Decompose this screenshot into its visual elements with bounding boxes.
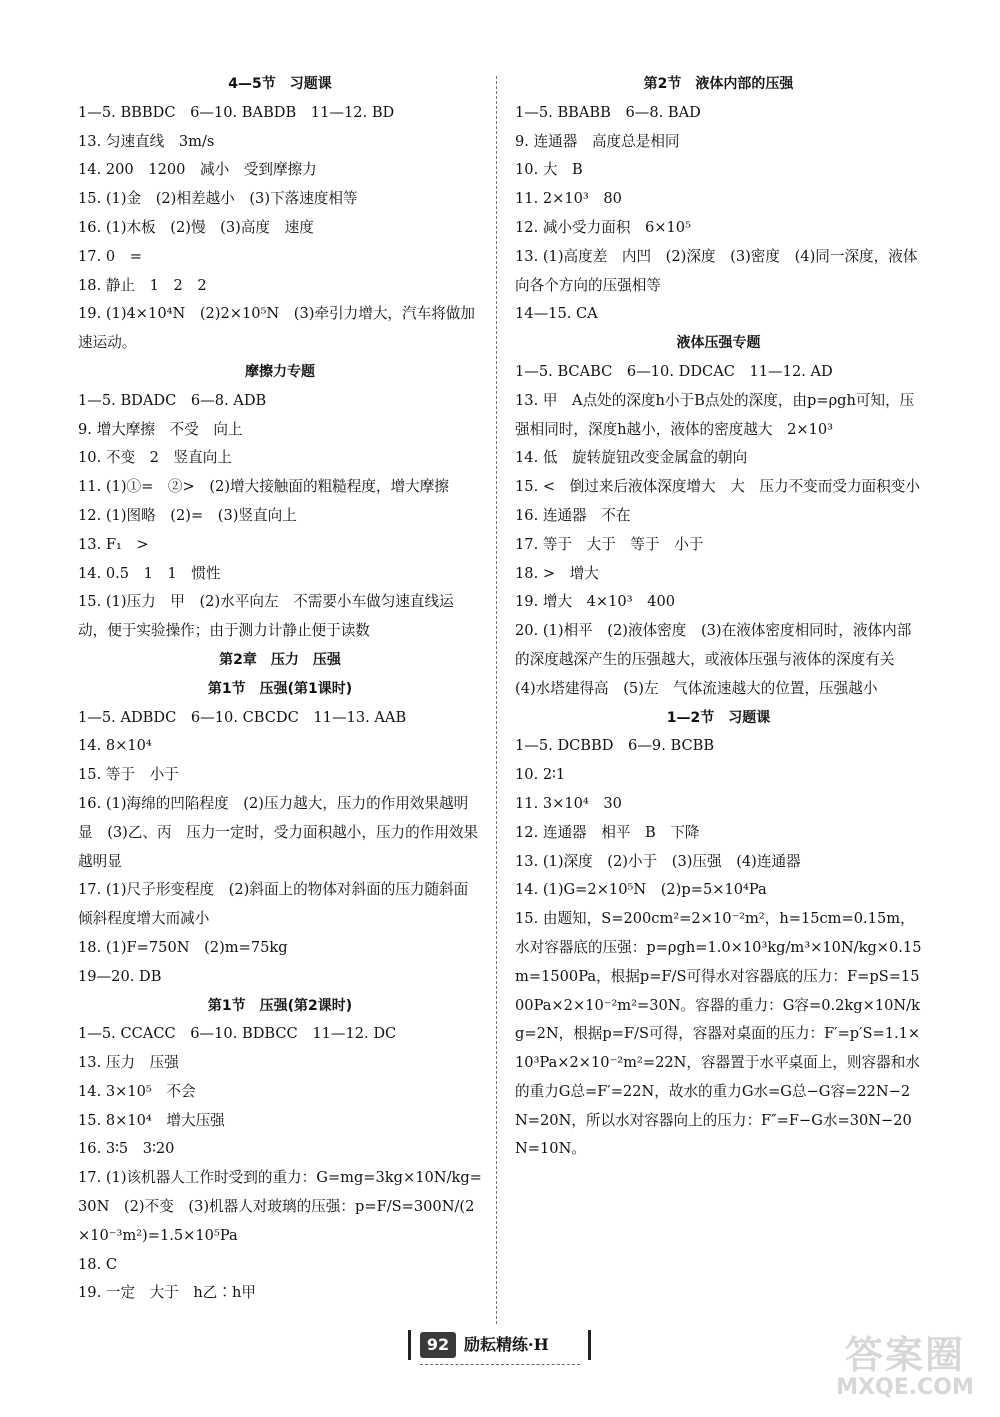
answer-line: 18. (1)F=750N (2)m=75kg [78,938,288,956]
section-heading: 1—2节 习题课 [666,709,771,726]
answer-line: 1—5. ADBDC 6—10. CBCDC 11—13. AAB [78,708,407,726]
answer-line: 11. 3×10⁴ 30 [515,794,622,812]
answer-line: 16. (1)木板 (2)慢 (3)高度 速度 [78,218,314,236]
book-brand: 励耘精练·H [464,1335,549,1354]
answer-line: 18. > 增大 [515,564,599,582]
answer-line: 14. 低 旋转旋钮改变金属盒的朝向 [515,449,748,467]
answer-line: 11. (1)①= ②> (2)增大接触面的粗糙程度，增大摩擦 [78,478,449,496]
right-column [515,70,922,1164]
answer-line: 10. 不变 2 竖直向上 [78,449,232,467]
section-heading: 第2节 液体内部的压强 [643,76,794,92]
answer-line: 20. (1)相平 (2)液体密度 (3)在液体密度相同时，液体内部的深度越深产生的压强越大，或液体压强与液体的深度有关 (4)水塔建得高 (5)左 气体流速越大的位置，压强越小 [515,622,912,697]
answer-line: 10. 2∶1 [515,766,566,784]
answer-line: 1—5. DCBBD 6—9. BCBB [515,737,715,755]
answer-line: 13. 匀速直线 3m/s [78,132,215,150]
answer-line: 14. 3×10⁵ 不会 [78,1082,196,1100]
answer-line: 1—5. BBBDC 6—10. BABDB 11—12. BD [78,103,395,121]
answer-line: 15. (1)压力 甲 (2)水平向左 不需要小车做匀速直线运动，便于实验操作；由于测力计静止便于读数 [78,593,454,640]
footer-right-bar [588,1330,591,1360]
answer-line: 13. (1)高度差 内凹 (2)深度 (3)密度 (4)同一深度，液体向各个方向的压强相等 [515,247,918,294]
footer-left-bar [408,1330,411,1360]
answer-line: 1—5. BBABB 6—8. BAD [515,103,701,121]
answer-line: 19. (1)4×10⁴N (2)2×10⁵N (3)牵引力增大，汽车将做加速运动。 [78,305,475,352]
answer-line: 13. 甲 A点处的深度h小于B点处的深度，由p=ρgh可知，压强相同时，深度h越小，液体的密度越大 2×10³ [515,391,915,438]
section-heading: 液体压强专题 [676,335,761,352]
section-heading: 4—5节 习题课 [228,76,332,92]
answer-line: 14. 8×10⁴ [78,737,152,755]
answer-line: 19. 增大 4×10³ 400 [515,593,676,611]
answer-line: 15. (1)金 (2)相差越小 (3)下落速度相等 [78,190,358,208]
answer-line: 1—5. CCACC 6—10. BDBCC 11—12. DC [78,1025,397,1043]
answer-line: 19—20. DB [78,967,162,985]
answer-line: 1—5. BCABC 6—10. DDCAC 11—12. AD [515,362,833,380]
answer-line: 17. (1)尺子形变程度 (2)斜面上的物体对斜面的压力随斜面倾斜程度增大而减小 [78,881,469,928]
answer-line: 17. 0 = [78,247,142,265]
answer-line: 16. (1)海绵的凹陷程度 (2)压力越大，压力的作用效果越明显 (3)乙、丙 压力一定时，受力面积越小，压力的作用效果越明显 [78,794,479,870]
answer-line: 18. 静止 1 2 2 [78,276,207,294]
answer-line: 18. C [78,1255,118,1273]
answer-line: 15. 8×10⁴ 增大压强 [78,1111,225,1129]
answer-line: 13. F₁ > [78,535,149,553]
answer-line: 19. 一定 大于 h乙∶h甲 [78,1284,256,1302]
answer-line: 16. 连通器 不在 [515,506,631,524]
answer-line: 12. 连通器 相平 B 下降 [515,823,700,841]
left-column [78,70,482,1308]
answer-line: 15. 由题知，S=200cm²=2×10⁻²m²，h=15cm=0.15m，水对容器底的压强：p=ρgh=1.0×10³kg/m³×10N/kg×0.15m=1500Pa，根据p=F/S可得水对容器底的压力：F=pS=1500Pa×2×10⁻²m²=30N。容器的重力：G容=0.2kg×10N/kg=2N，根据p=F/S可得，容器对桌面的压力：F′=p′S=1.1×10³Pa×2×10⁻²m²=22N，容器置于水平桌面上，则容器和水的重力G总=F′=22N，故水的重力G水=G总−G容=22N−2N=20N，所以水对容器向上的压力：F″=F−G水=30N−20N=10N。 [515,910,922,1158]
footer-dash-line [420,1364,580,1365]
answer-line: 17. 等于 大于 等于 小于 [515,535,704,553]
section-heading: 摩擦力专题 [245,363,315,380]
answer-line: 9. 增大摩擦 不受 向上 [78,420,243,438]
section-heading: 第2章 压力 压强 [219,651,341,668]
answer-line: 13. (1)深度 (2)小于 (3)压强 (4)连通器 [515,852,801,870]
answer-line: 12. (1)图略 (2)= (3)竖直向上 [78,506,297,524]
answer-line: 14. (1)G=2×10⁵N (2)p=5×10⁴Pa [515,881,767,899]
answer-line: 15. < 倒过来后液体深度增大 大 压力不变而受力面积变小 [515,478,920,496]
answer-line: 9. 连通器 高度总是相同 [515,132,680,150]
page-number: 92 [420,1332,456,1358]
answer-line: 16. 3∶5 3∶20 [78,1140,175,1158]
answer-line: 14—15. CA [515,305,598,323]
answer-line: 15. 等于 小于 [78,766,179,784]
answer-line: 1—5. BDADC 6—8. ADB [78,391,267,409]
answer-line: 13. 压力 压强 [78,1054,179,1072]
watermark-text: 答案圈 [844,1333,965,1377]
watermark-url: MXQE.COM [836,1375,974,1400]
column-divider [496,76,497,1324]
section-heading: 第1节 压强(第1课时) [207,680,353,697]
page-footer [380,1328,620,1366]
answer-line: 14. 200 1200 减小 受到摩擦力 [78,161,317,179]
answer-line: 14. 0.5 1 1 惯性 [78,564,221,582]
answer-line: 11. 2×10³ 80 [515,190,622,208]
section-heading: 第1节 压强(第2课时) [207,997,353,1014]
answer-line: 10. 大 B [515,161,583,179]
answer-line: 17. (1)该机器人工作时受到的重力：G=mg=3kg×10N/kg=30N (2)不变 (3)机器人对玻璃的压强：p=F/S=300N/(2×10⁻³m²)=1.5×10⁵Pa [78,1169,482,1244]
answer-line: 12. 减小受力面积 6×10⁵ [515,218,691,236]
watermark-logo [830,1335,980,1405]
